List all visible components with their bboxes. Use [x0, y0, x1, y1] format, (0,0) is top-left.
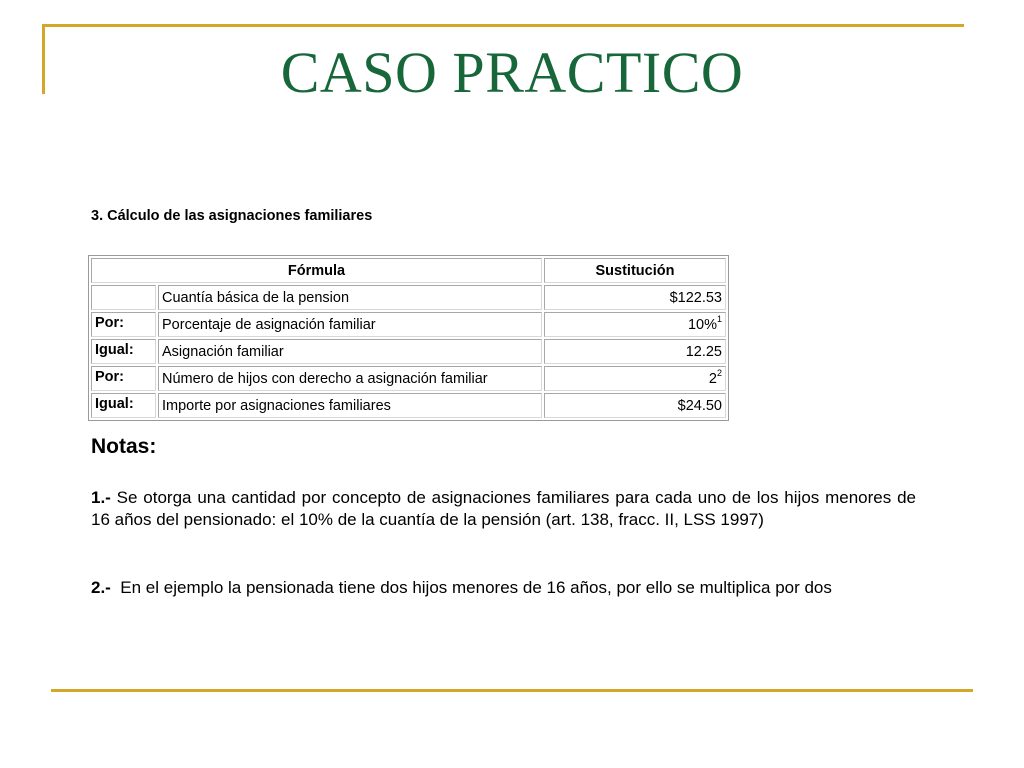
footnote-marker: 2 — [716, 367, 722, 378]
row-value: 12.25 — [685, 343, 722, 360]
note-number: 2.- — [91, 578, 111, 597]
row-value-cell — [544, 393, 726, 418]
table-row — [91, 366, 726, 391]
footnote-marker: 1 — [716, 313, 722, 324]
row-value: $122.53 — [669, 289, 722, 306]
row-operator: Igual: — [91, 339, 156, 364]
table-row — [91, 312, 726, 337]
header-substitution: Sustitución — [544, 258, 726, 283]
row-description: Asignación familiar — [158, 339, 542, 364]
row-value-cell — [544, 312, 726, 337]
notes-heading: Notas: — [91, 435, 157, 458]
row-value-cell — [544, 285, 726, 310]
table-row — [91, 285, 726, 310]
row-description: Importe por asignaciones familiares — [158, 393, 542, 418]
note-item — [91, 487, 916, 531]
row-operator: Por: — [91, 312, 156, 337]
row-value-cell — [544, 366, 726, 391]
note-number: 1.- — [91, 488, 111, 507]
note-text: En el ejemplo la pensionada tiene dos hijos menores de 16 años, por ello se multiplica por dos — [110, 578, 832, 597]
row-description: Porcentaje de asignación familiar — [158, 312, 542, 337]
note-item — [91, 577, 916, 599]
table-row — [91, 339, 726, 364]
bottom-border-line — [51, 689, 973, 692]
row-operator: Por: — [91, 366, 156, 391]
section-heading: 3. Cálculo de las asignaciones familiares — [91, 208, 373, 224]
slide-title: CASO PRACTICO — [280, 40, 744, 105]
row-description: Cuantía básica de la pension — [158, 285, 542, 310]
row-description: Número de hijos con derecho a asignación familiar — [158, 366, 542, 391]
row-value: $24.50 — [677, 397, 722, 414]
row-value: 2 — [708, 370, 717, 387]
top-border-line — [42, 24, 964, 27]
header-formula: Fórmula — [91, 258, 542, 283]
table-header-row — [91, 258, 726, 283]
row-value: 10% — [687, 316, 717, 333]
row-value-cell — [544, 339, 726, 364]
calculation-table — [88, 255, 729, 421]
row-operator: Igual: — [91, 393, 156, 418]
table-row — [91, 393, 726, 418]
row-operator — [91, 285, 156, 310]
note-text: Se otorga una cantidad por concepto de asignaciones familiares para cada uno de los hijos menores de 16 años del pensionado: el 10% de la cuantía de la pensión (art. 138, fracc. II, LSS 1997) — [91, 488, 916, 529]
